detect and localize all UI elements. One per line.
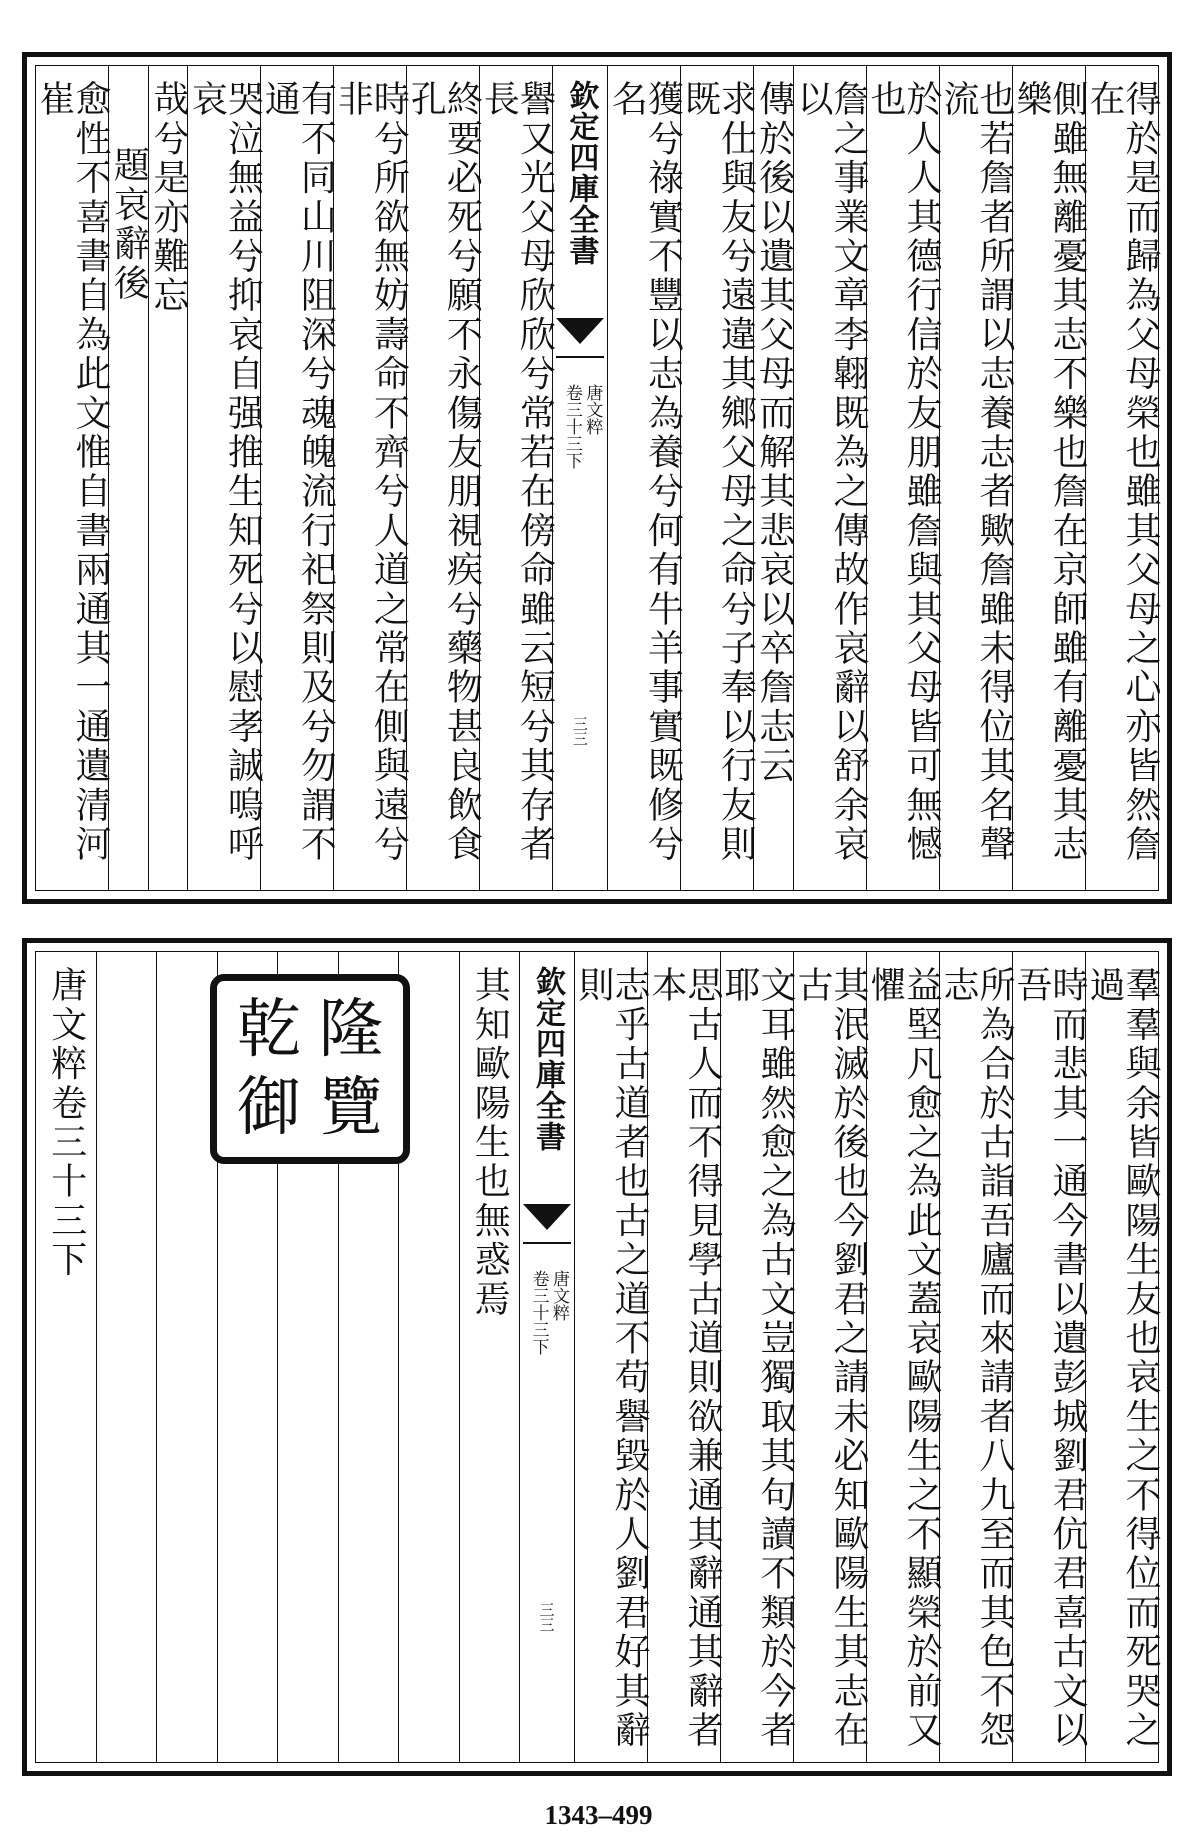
section-heading: 題哀辭後	[108, 146, 150, 303]
seal-char: 隆	[319, 993, 383, 1067]
empty-column	[96, 952, 157, 1762]
text-column	[865, 66, 942, 890]
catalog-title: 欽定四庫全書	[530, 966, 565, 1152]
text-column	[792, 66, 869, 890]
imperial-seal-icon	[210, 974, 410, 1164]
section-heading-column	[108, 66, 148, 890]
text-column	[865, 952, 942, 1762]
text-column	[646, 952, 723, 1762]
juan-title: 唐文粹	[582, 384, 603, 435]
text-column	[405, 66, 483, 890]
catalog-title: 欽定四庫全書	[563, 80, 599, 266]
text-column	[938, 952, 1015, 1762]
text-column	[573, 952, 650, 1762]
text-column	[792, 952, 869, 1762]
text-column	[938, 66, 1015, 890]
text-column	[459, 952, 520, 1762]
column-text: 傳於後以遺其父母而解其悲哀以卒詹志云	[753, 80, 795, 786]
text-column	[719, 952, 796, 1762]
column-text: 哉兮是亦難忘	[147, 80, 189, 316]
column-text: 文耳雖然愈之為古文豈獨取其句讀不類於今者耶	[719, 966, 796, 1750]
text-column	[679, 66, 757, 890]
text-column	[36, 952, 96, 1762]
column-text: 思古人而不得見學古道則欲兼通其辭通其辭者本	[646, 966, 723, 1750]
text-column	[33, 66, 111, 890]
text-column	[332, 66, 410, 890]
top-page-frame	[35, 65, 1159, 891]
text-column	[148, 66, 188, 890]
column-text: 也若詹者所謂以志養志者歟詹雖未得位其名聲流	[938, 80, 1015, 864]
column-text: 哭泣無益兮抑哀自强推生知死兮以慰孝誠嗚呼哀	[186, 80, 264, 864]
fold-column	[519, 952, 574, 1762]
text-column	[606, 66, 684, 890]
column-text: 益堅凡愈之為此文蓋哀歐陽生之不顯榮於前又懼	[865, 966, 942, 1750]
page-number: 三三	[537, 1602, 556, 1632]
column-text: 終要必死兮願不永傷友朋視疾兮藥物甚良飲食孔	[405, 80, 483, 864]
column-text: 得於是而歸為父母榮也雖其父母之心亦皆然詹在	[1084, 80, 1161, 864]
text-column	[1011, 66, 1088, 890]
column-text: 所為合於古詣吾廬而來請者八九至而其色不怨志	[938, 966, 1015, 1750]
page-footer-number: 1343–499	[544, 1800, 653, 1830]
column-text: 獲兮祿實不豐以志為養兮何有牛羊事實既修兮名	[606, 80, 684, 864]
seal-char: 御	[237, 1071, 301, 1145]
column-text: 其泯滅於後也今劉君之請未必知歐陽生其志在古	[792, 966, 869, 1750]
column-text: 有不同山川阻深兮魂魄流行祀祭則及兮勿謂不通	[259, 80, 337, 864]
text-column	[1084, 952, 1161, 1762]
top-page	[22, 52, 1172, 904]
juan-title: 唐文粹	[549, 1270, 569, 1321]
juan-number: 卷三十三下	[561, 384, 582, 469]
fishtail-mark-icon	[556, 318, 604, 344]
juan-number: 卷三十三下	[528, 1270, 549, 1355]
fishtail-mark-icon	[523, 1204, 571, 1230]
column-text: 譽又光父母欣欣兮常若在傍命雖云短兮其存者長	[478, 80, 556, 864]
column-text: 志乎古道者也古之道不苟譽毀於人劉君好其辭則	[573, 966, 650, 1750]
column-text: 時而悲其一通今書以遺彭城劉君伉君喜古文以吾	[1011, 966, 1088, 1750]
column-text: 其知歐陽生也無惑焉	[469, 966, 511, 1319]
text-column	[259, 66, 337, 890]
column-text: 羣羣與余皆歐陽生友也哀生之不得位而死哭之過	[1084, 966, 1161, 1750]
bottom-page-columns	[36, 952, 1161, 1762]
empty-column	[156, 952, 217, 1762]
juan-end-title: 唐文粹卷三十三下	[45, 966, 87, 1280]
column-text: 求仕與友兮遠違其鄉父母之命兮子奉以行友則既	[679, 80, 757, 864]
fold-column	[552, 66, 607, 890]
text-column	[478, 66, 556, 890]
text-column	[1084, 66, 1161, 890]
text-column	[753, 66, 793, 890]
bottom-page-frame	[35, 951, 1159, 1763]
top-page-columns	[33, 66, 1161, 890]
text-column	[186, 66, 264, 890]
column-text: 於人人其德行信於友朋雖詹與其父母皆可無憾也	[865, 80, 942, 864]
fishtail-rule	[556, 342, 604, 358]
fishtail-rule	[523, 1228, 571, 1244]
column-text: 側雖無離憂其志不樂也詹在京師雖有離憂其志樂	[1011, 80, 1088, 864]
page-number: 三三	[570, 716, 589, 746]
column-text: 愈性不喜書自為此文惟自書兩通其一通遺清河崔	[33, 80, 111, 864]
column-text: 時兮所欲無妨壽命不齊兮人道之常在側與遠兮非	[332, 80, 410, 864]
bottom-page	[22, 938, 1172, 1776]
seal-char: 覽	[319, 1071, 383, 1145]
text-column	[1011, 952, 1088, 1762]
seal-char: 乾	[237, 993, 301, 1067]
column-text: 詹之事業文章李翺既為之傳故作哀辭以舒余哀以	[792, 80, 869, 864]
